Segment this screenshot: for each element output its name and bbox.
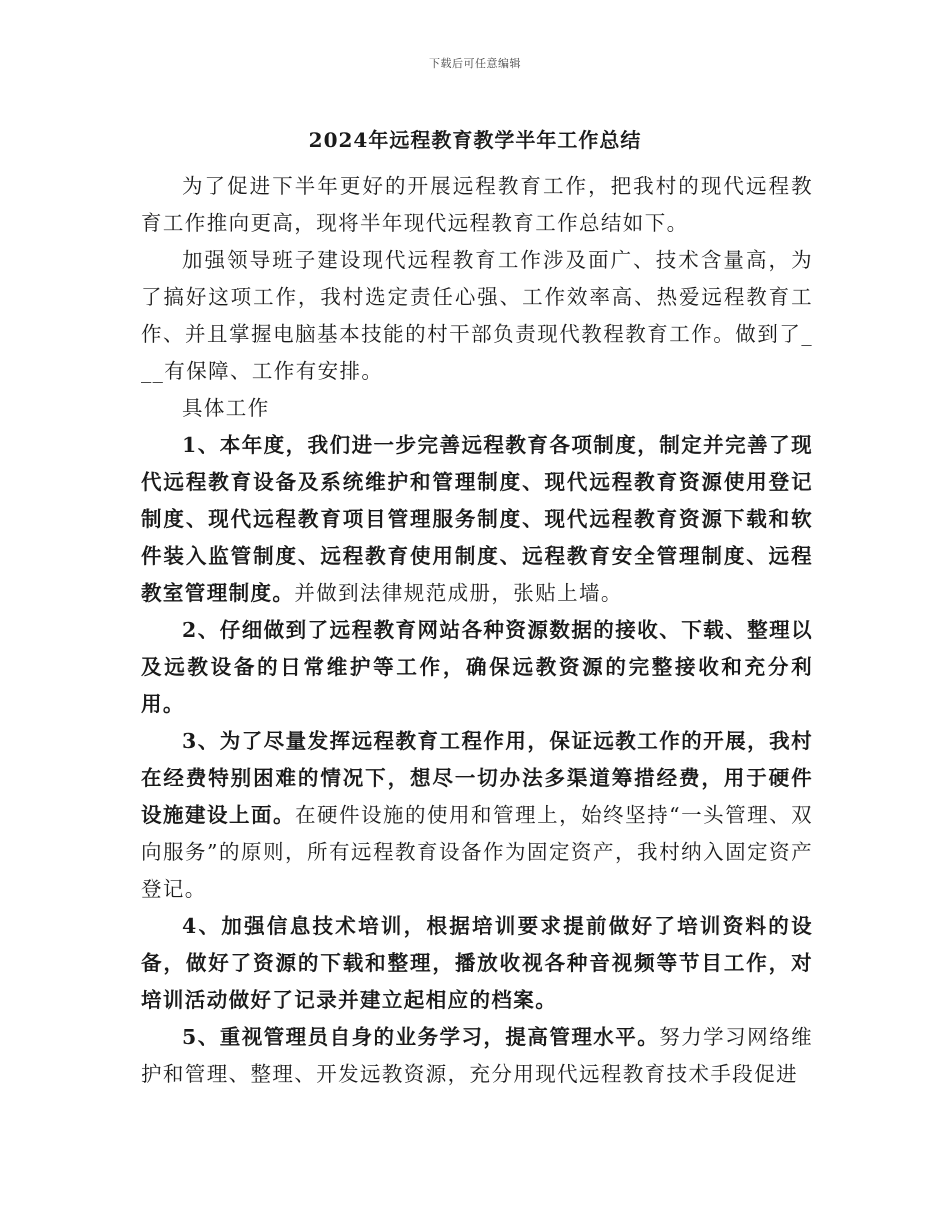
paragraph-leadership [141,242,813,390]
header-note: 下载后可任意编辑 [429,57,521,70]
paragraph-item-4 [141,908,813,1019]
paragraph-bold-text: 1、本年度，我们进一步完善远程教育各项制度，制定并完善了现代远程教育设备及系统维护和管理制度、现代远程教育资源使用登记制度、现代远程教育项目管理服务制度、现代远程教育资源下载和软件装入监管制度、远程教育使用制度、远程教育安全管理制度、远程教室管理制度。 [141,433,813,605]
paragraph-bold-text: 2、仔细做到了远程教育网站各种资源数据的接收、下载、整理以及远教设备的日常维护等工作，确保远教资源的完整接收和充分利用。 [141,618,813,716]
paragraph-section-heading [141,390,813,427]
paragraph-bold-text: 5、重视管理员自身的业务学习，提高管理水平。 [182,1025,660,1049]
paragraph-item-2 [141,612,813,723]
paragraph-bold-text: 4、加强信息技术培训，根据培训要求提前做好了培训资料的设备，做好了资源的下载和整理，播放收视各种音视频等节目工作，对培训活动做好了记录并建立起相应的档案。 [141,914,813,1012]
paragraph-text: 在硬件设施的使用和管理上，始终坚持“一头管理、双向服务”的原则，所有远程教育设备作为固定资产，我村纳入固定资产登记。 [141,803,813,901]
paragraph-bold-text: 3、为了尽量发挥远程教育工程作用，保证远教工作的开展，我村在经费特别困难的情况下，想尽一切办法多渠道筹措经费，用于硬件设施建设上面。 [141,729,813,827]
paragraph-item-1 [141,427,813,612]
paragraph-text: 并做到法律规范成册，张贴上墙。 [294,581,623,605]
paragraph-intro [141,168,813,242]
document-title: 2024年远程教育教学半年工作总结 [308,128,642,152]
paragraph-item-5 [141,1019,813,1093]
paragraph-text: 努力学习网络维护和管理、整理、开发远教资源，充分用现代远程教育技术手段促进 [141,1025,813,1086]
paragraph-text: 具体工作 [182,396,270,420]
paragraph-text: 加强领导班子建设现代远程教育工作涉及面广、技术含量高，为了搞好这项工作，我村选定责任心强、工作效率高、热爱远程教育工作、并且掌握电脑基本技能的村干部负责现代教程教育工作。做到了___有保障、工作有安排。 [141,248,813,383]
document-body [141,168,813,1093]
paragraph-text: 为了促进下半年更好的开展远程教育工作，把我村的现代远程教育工作推向更高，现将半年现代远程教育工作总结如下。 [141,174,813,235]
paragraph-item-3 [141,723,813,908]
